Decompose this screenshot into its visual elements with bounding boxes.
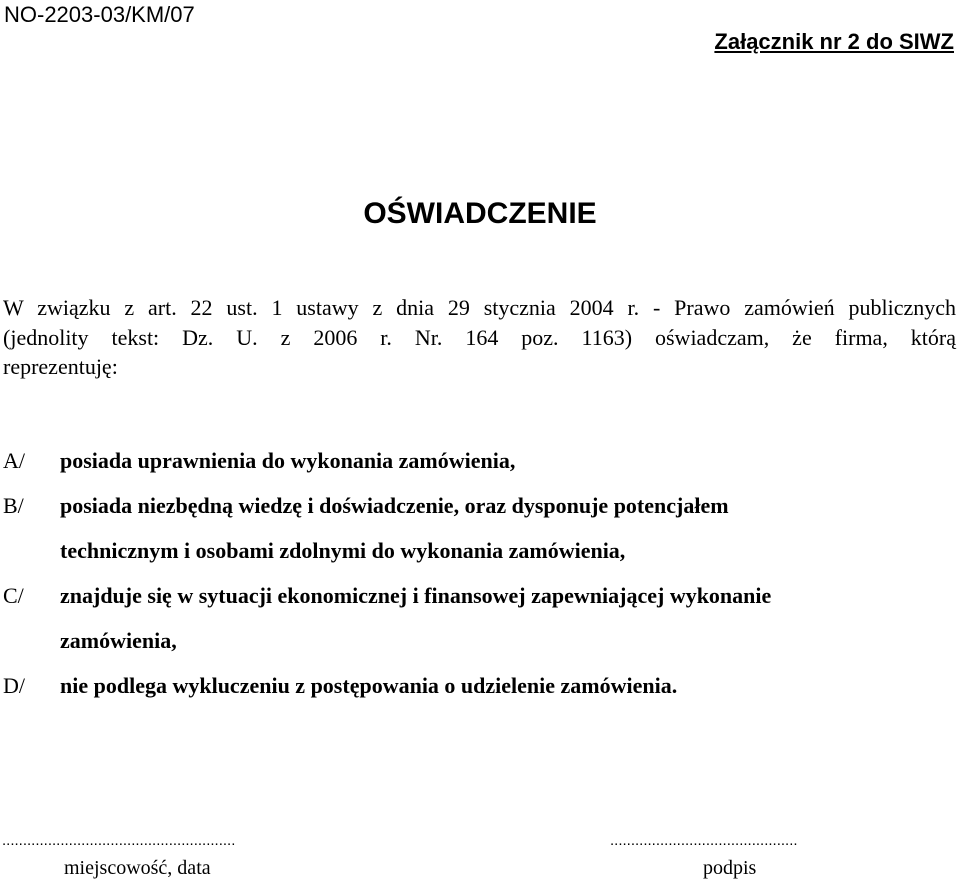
- signature-label: podpis: [703, 857, 757, 879]
- list-item-line: posiada niezbędną wiedzę i doświadczenie, oraz dysponuje potencjałem: [60, 493, 729, 518]
- list-item-text: [60, 663, 920, 708]
- list-item-text: [60, 483, 920, 573]
- list-item-line: posiada uprawnienia do wykonania zamówienia,: [60, 448, 516, 473]
- reference-number: NO-2203-03/KM/07: [4, 2, 195, 27]
- signature-dots: .............................................: [610, 832, 798, 849]
- place-date-label: miejscowość, data: [64, 857, 211, 879]
- list-item: [0, 573, 960, 663]
- declaration-list: [0, 438, 960, 708]
- place-date-dots: ........................................................: [2, 832, 236, 849]
- intro-paragraph: [3, 293, 956, 382]
- intro-line: reprezentuję:: [3, 354, 118, 379]
- list-marker: C/: [3, 583, 24, 608]
- list-marker: B/: [3, 493, 24, 518]
- list-item: [0, 438, 960, 483]
- list-marker: A/: [3, 448, 25, 473]
- list-item-text: [60, 573, 920, 663]
- intro-line: W związku z art. 22 ust. 1 ustawy z dnia 29 stycznia 2004 r. - Prawo zamówień publicznych: [3, 295, 956, 320]
- list-item: [0, 483, 960, 573]
- intro-line: (jednolity tekst: Dz. U. z 2006 r. Nr. 164 poz. 1163) oświadczam, że firma, którą: [3, 324, 956, 350]
- list-item-line: zamówienia,: [60, 628, 177, 653]
- list-marker: D/: [3, 673, 25, 698]
- list-item-line: technicznym i osobami zdolnymi do wykonania zamówienia,: [60, 538, 626, 563]
- list-item-line: nie podlega wykluczeniu z postępowania o udzielenie zamówienia.: [60, 673, 678, 698]
- list-item-line: znajduje się w sytuacji ekonomicznej i finansowej zapewniającej wykonanie: [60, 583, 772, 608]
- list-item: [0, 663, 960, 708]
- list-item-text: [60, 438, 920, 483]
- attachment-label: Załącznik nr 2 do SIWZ: [714, 29, 954, 54]
- document-title: OŚWIADCZENIE: [363, 197, 597, 230]
